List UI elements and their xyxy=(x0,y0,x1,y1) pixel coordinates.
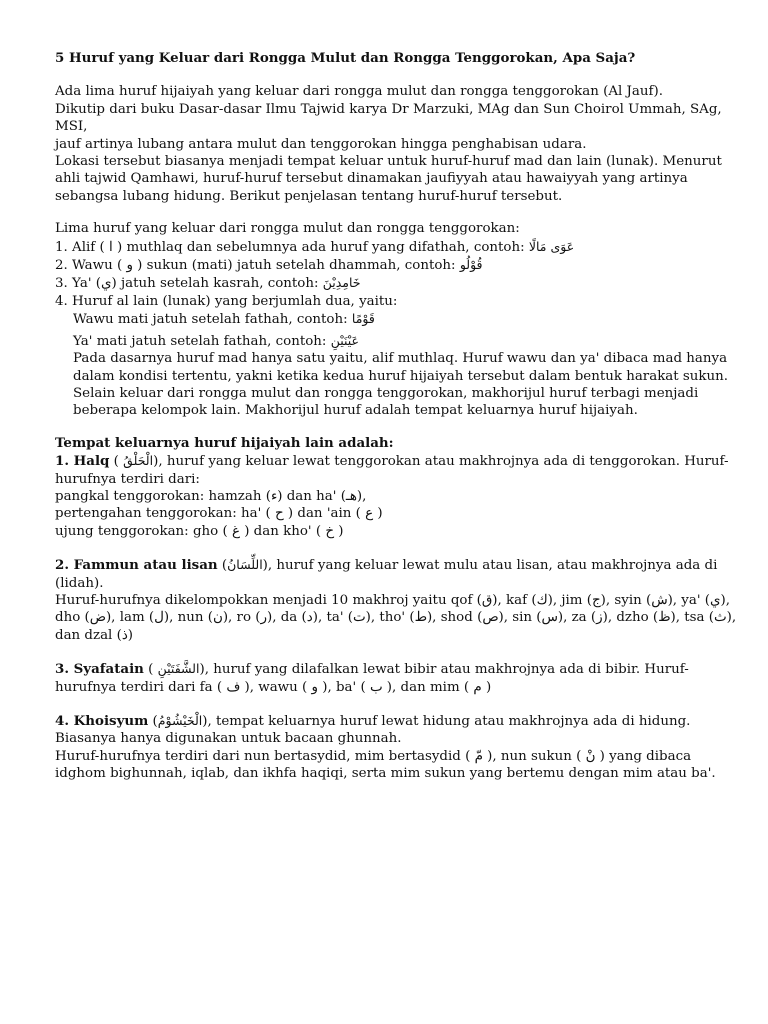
halq-line: pangkal tenggorokan: hamzah (ء) dan ha' (هـ), xyxy=(55,488,367,504)
section-label: 2. Fammun atau lisan xyxy=(55,557,218,574)
section-label: 3. Syafatain xyxy=(55,661,144,678)
list-item-text: Ya' mati jatuh setelah fathah, contoh: xyxy=(73,333,331,349)
document-title: 5 Huruf yang Keluar dari Rongga Mulut dan Rongga Tenggorokan, Apa Saja? xyxy=(55,50,636,66)
intro-line: Dikutip dari buku Dasar-dasar Ilmu Tajwid karya Dr Marzuki, MAg dan Sun Choirol Ummah, SAg, MSI, xyxy=(55,101,722,135)
syafatain-description: 3. Syafatain ( الشَّفَتَيْنِ), huruf yang dilafalkan lewat bibir atau makhrojnya ada di bibir. Huruf-hurufnya terdiri dari fa ( ف ), wawu ( و ), ba' ( ب ), dan mim ( م ) xyxy=(55,661,689,695)
arabic-example: عَيْنَيْنِ xyxy=(330,332,359,348)
halq-section xyxy=(55,435,738,540)
arabic-example: قُوْلُو xyxy=(459,257,483,273)
lisan-letters: Huruf-hurufnya dikelompokkan menjadi 10 makhroj yaitu qof (ق), kaf (ك), jim (ج), syin (ش), ya' (ي), dho (ض), lam (ل), nun (ن), ro (ر), da (د), ta' (ت), tho' (ط), shod (ص), sin (س), za (ز), dzho (ظ), tsa (ث), dan dzal (ذ) xyxy=(55,592,737,643)
halq-line: pertengahan tenggorokan: ha' ( ح ) dan 'ain ( ع ) xyxy=(55,506,383,522)
mad-letters-list xyxy=(55,220,738,419)
list-heading: Lima huruf yang keluar dari rongga mulut dan rongga tenggorokan: xyxy=(55,221,520,237)
section-label: 1. Halq xyxy=(55,453,110,470)
intro-line: Ada lima huruf hijaiyah yang keluar dari rongga mulut dan rongga tenggorokan (Al Jauf). xyxy=(55,84,663,100)
arabic-term: الْخَيْشُوْمُ xyxy=(157,713,203,728)
section-label: 4. Khoisyum xyxy=(55,713,149,729)
list-item-text: Wawu mati jatuh setelah fathah, contoh: xyxy=(73,312,352,328)
arabic-example: عَوَى مَالًا xyxy=(528,238,575,254)
syafatain-section xyxy=(55,660,738,696)
list-note: Pada dasarnya huruf mad hanya satu yaitu, alif muthlaq. Huruf wawu dan ya' dibaca mad hanya dalam kondisi tertentu, yakni ketika kedua huruf hijaiyah tersebut dalam bentuk harakat sukun. Selain keluar dari rongga mulut dan rongga tenggorokan, makhorijul huruf terbagi menjadi beberapa kelompok lain. Makhorijul huruf adalah tempat keluarnya huruf hijaiyah. xyxy=(73,351,729,419)
lisan-section xyxy=(55,556,738,644)
arabic-term: الْحَلْقُ xyxy=(123,453,154,469)
khoisyum-section xyxy=(55,712,738,783)
list-item-text: 3. Ya' (ي) jatuh setelah kasrah, contoh: xyxy=(55,276,323,292)
list-item: 4. Huruf al lain (lunak) yang berjumlah dua, yaitu: xyxy=(55,293,398,309)
arabic-term: الشَّفَتَيْنِ xyxy=(157,661,200,677)
khoisyum-line: Huruf-hurufnya terdiri dari nun bertasydid, mim bertasydid ( مّ ), nun sukun ( نْ ) yang dibaca idghom bighunnah, iqlab, dan ikhfa haqiqi, serta mim sukun yang bertemu dengan mim atau ba'. xyxy=(55,748,716,782)
halq-line: ujung tenggorokan: gho ( غ ) dan kho' ( خ ) xyxy=(55,523,344,539)
list-item xyxy=(55,238,738,256)
places-heading: Tempat keluarnya huruf hijaiyah lain adalah: xyxy=(55,434,394,451)
khoisyum-description: 4. Khoisyum (الْخَيْشُوْمُ), tempat keluarnya huruf lewat hidung atau makhrojnya ada di hidung. xyxy=(55,713,691,729)
khoisyum-line: Biasanya hanya digunakan untuk bacaan ghunnah. xyxy=(55,731,402,747)
arabic-term: اللِّسَانُ xyxy=(227,557,263,573)
halq-description: 1. Halq ( الْحَلْقُ), huruf yang keluar lewat tenggorokan atau makhrojnya ada di tenggorokan. Huruf-hurufnya terdiri dari: xyxy=(55,453,729,487)
list-item-text: 1. Alif ( ا ) muthlaq dan sebelumnya ada huruf yang difathah, contoh: xyxy=(55,239,529,255)
list-item-text: 2. Wawu ( و ) sukun (mati) jatuh setelah dhammah, contoh: xyxy=(55,258,460,274)
list-subitem xyxy=(55,332,738,350)
arabic-example: خَامِدِيْنَ xyxy=(322,275,361,291)
lisan-description: 2. Fammun atau lisan (اللِّسَانُ), huruf yang keluar lewat mulu atau lisan, atau makhrojnya ada di (lidah). xyxy=(55,557,718,591)
arabic-example: قَوْمًا xyxy=(351,311,375,327)
list-subitem xyxy=(55,310,738,328)
intro-section xyxy=(55,83,738,205)
list-item xyxy=(55,274,738,292)
intro-line: jauf artinya lubang antara mulut dan tenggorokan hingga penghabisan udara. xyxy=(55,136,587,152)
intro-line: Lokasi tersebut biasanya menjadi tempat keluar untuk huruf-huruf mad dan lain (lunak). Menurut ahli tajwid Qamhawi, huruf-huruf tersebut dinamakan jaufiyyah atau hawaiyyah yang artinya sebangsa lubang hidung. Berikut penjelasan tentang huruf-huruf tersebut. xyxy=(55,154,722,204)
list-item xyxy=(55,256,738,274)
